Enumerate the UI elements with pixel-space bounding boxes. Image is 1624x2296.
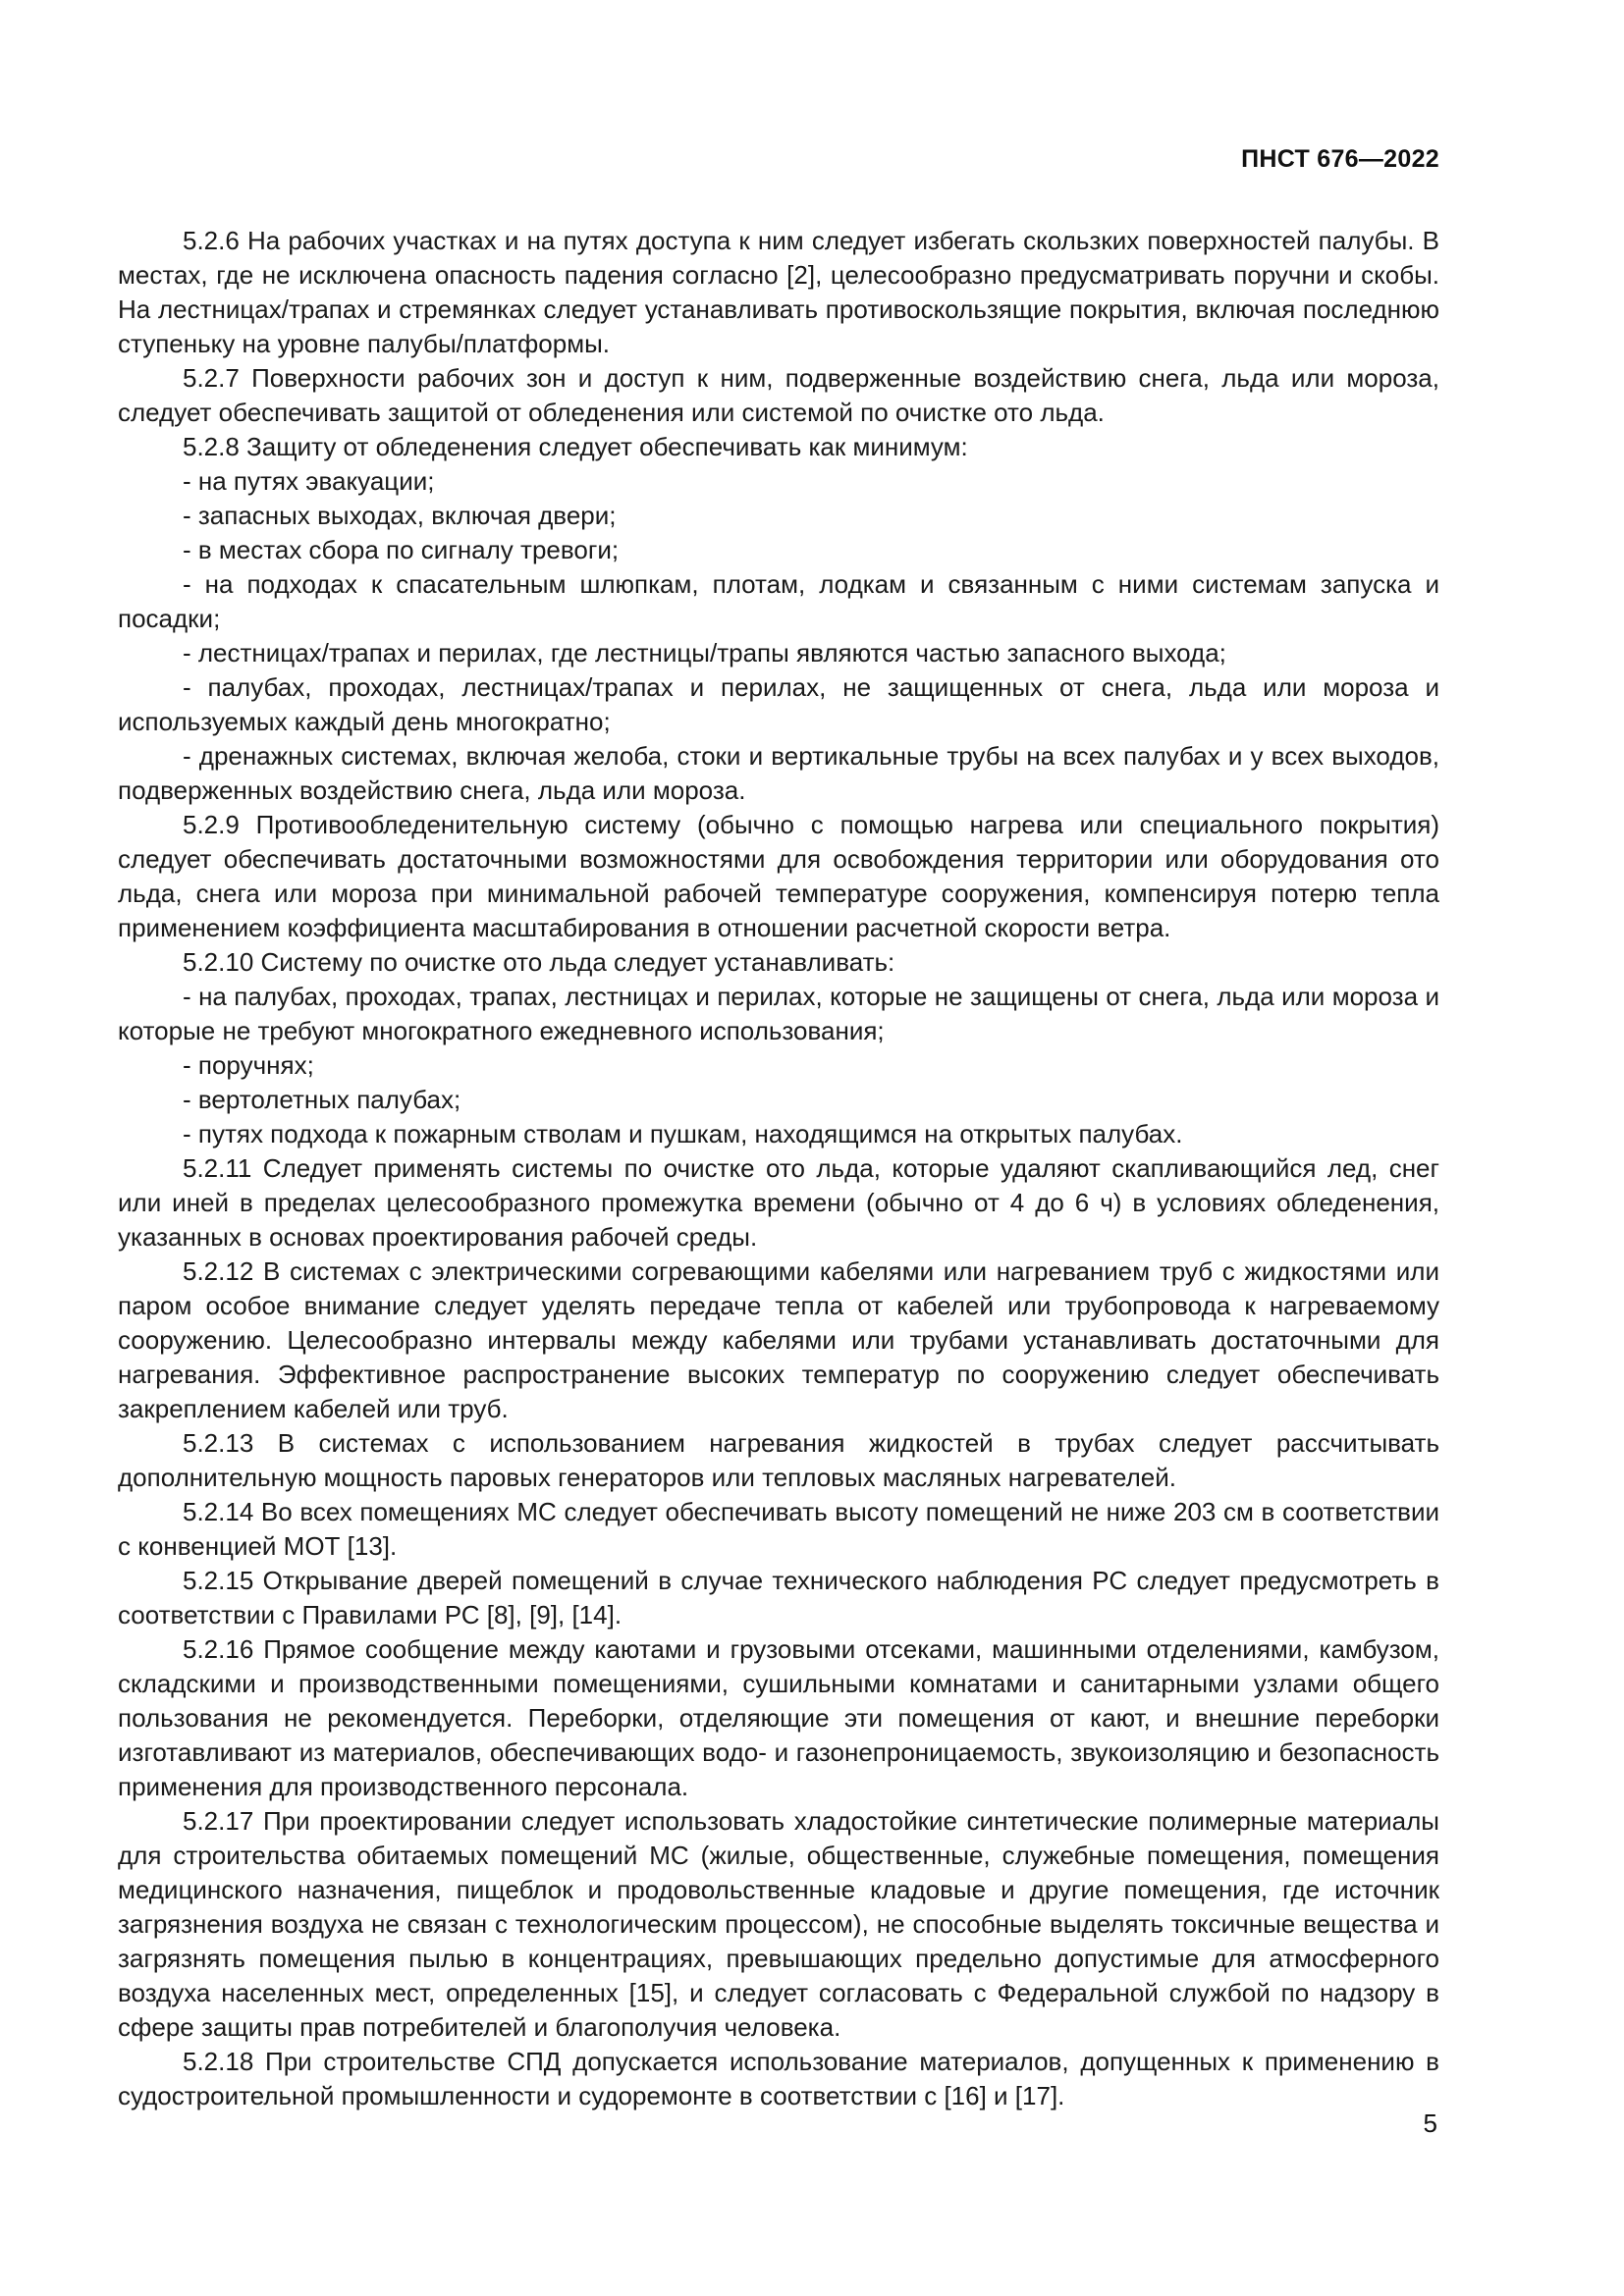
paragraph-5-2-18: 5.2.18 При строительстве СПД допускается использование материалов, допущенных к применению в судостроительной промышленности и судоремонте в соответствии с [16] и [17]. (118, 2047, 1439, 2110)
list-item: - палубах, проходах, лестницах/трапах и перилах, не защищенных от снега, льда или мороза и используемых каждый день многократно; (118, 672, 1439, 736)
list-item: - запасных выходах, включая двери; (183, 501, 617, 530)
list-item: - вертолетных палубах; (183, 1085, 461, 1114)
paragraph-5-2-14: 5.2.14 Во всех помещениях МС следует обеспечивать высоту помещений не ниже 203 см в соответствии с конвенцией МОТ [13]. (118, 1497, 1439, 1561)
paragraph-5-2-11: 5.2.11 Следует применять системы по очистке ото льда, которые удаляют скапливающийся лед, снег или иней в пределах целесообразного промежутка времени (обычно от 4 до 6 ч) в условиях обледенения, указанных в основах проектирования рабочей среды. (118, 1153, 1439, 1252)
paragraph-5-2-12: 5.2.12 В системах с электрическими согревающими кабелями или нагреванием труб с жидкостями или паром особое внимание следует уделять передаче тепла от кабелей или трубопровода к нагреваемому сооружению. Целесообразно интервалы между кабелями или трубами устанавливать достаточными для нагревания. Эффективное распространение высоких температур по сооружению следует обеспечивать закреплением кабелей или труб. (118, 1256, 1439, 1423)
paragraph-5-2-8: 5.2.8 Защиту от обледенения следует обеспечивать как минимум: (183, 432, 968, 461)
paragraph-5-2-7: 5.2.7 Поверхности рабочих зон и доступ к ним, подверженные воздействию снега, льда или мороза, следует обеспечивать защитой от обледенения или системой по очистке ото льда. (118, 363, 1439, 427)
list-item: - поручнях; (183, 1050, 314, 1080)
paragraph-5-2-15: 5.2.15 Открывание дверей помещений в случае технического наблюдения РС следует предусмотреть в соответствии с Правилами РС [8], [9], [14]. (118, 1566, 1439, 1629)
paragraph-5-2-6: 5.2.6 На рабочих участках и на путях доступа к ним следует избегать скользких поверхностей палубы. В местах, где не исключена опасность падения согласно [2], целесообразно предусматривать поручни и скобы. На лестницах/трапах и стремянках следует устанавливать противоскользящие покрытия, включая последнюю ступеньку на уровне палубы/платформы. (118, 226, 1439, 358)
list-item: - на подходах к спасательным шлюпкам, плотам, лодкам и связанным с ними системам запуска и посадки; (118, 569, 1439, 633)
list-item: - на палубах, проходах, трапах, лестницах и перилах, которые не защищены от снега, льда или мороза и которые не требуют многократного ежедневного использования; (118, 982, 1439, 1045)
page-number: 5 (1423, 2109, 1437, 2138)
list-item: - лестницах/трапах и перилах, где лестницы/трапы являются частью запасного выхода; (183, 638, 1226, 667)
list-item: - в местах сбора по сигналу тревоги; (183, 535, 620, 564)
list-item: - дренажных системах, включая желоба, стоки и вертикальные трубы на всех палубах и у всех выходов, подверженных воздействию снега, льда или мороза. (118, 741, 1439, 805)
paragraph-5-2-16: 5.2.16 Прямое сообщение между каютами и грузовыми отсеками, машинными отделениями, камбузом, складскими и производственными помещениями, сушильными комнатами и санитарными узлами общего пользования не рекомендуется. Переборки, отделяющие эти помещения от кают, и внешние переборки изготавливают из материалов, обеспечивающих водо- и газонепроницаемость, звукоизоляцию и безопасность применения для производственного персонала. (118, 1634, 1439, 1801)
paragraph-5-2-13: 5.2.13 В системах с использованием нагревания жидкостей в трубах следует рассчитывать дополнительную мощность паровых генераторов или тепловых масляных нагревателей. (118, 1428, 1439, 1492)
list-item: - путях подхода к пожарным стволам и пушкам, находящимся на открытых палубах. (183, 1119, 1183, 1148)
paragraph-5-2-17: 5.2.17 При проектировании следует использовать хладостойкие синтетические полимерные материалы для строительства обитаемых помещений МС (жилые, общественные, служебные помещения, помещения медицинского назначения, пищеблок и продовольственные кладовые и другие помещения, где источник загрязнения воздуха не связан с технологическим процессом), не способные выделять токсичные вещества и загрязнять помещения пылью в концентрациях, превышающих предельно допустимые для атмосферного воздуха населенных мест, определенных [15], и следует согласовать с Федеральной службой по надзору в сфере защиты прав потребителей и благополучия человека. (118, 1806, 1439, 2042)
list-item: - на путях эвакуации; (183, 466, 435, 496)
document-body (118, 224, 1439, 2113)
document-code: ПНСТ 676—2022 (1241, 145, 1439, 173)
paragraph-5-2-10: 5.2.10 Систему по очистке ото льда следует устанавливать: (183, 947, 895, 977)
paragraph-5-2-9: 5.2.9 Противообледенительную систему (обычно с помощью нагрева или специального покрытия) следует обеспечивать достаточными возможностями для освобождения территории или оборудования ото льда, снега или мороза при минимальной рабочей температуре сооружения, компенсируя потерю тепла применением коэффициента масштабирования в отношении расчетной скорости ветра. (118, 810, 1439, 942)
